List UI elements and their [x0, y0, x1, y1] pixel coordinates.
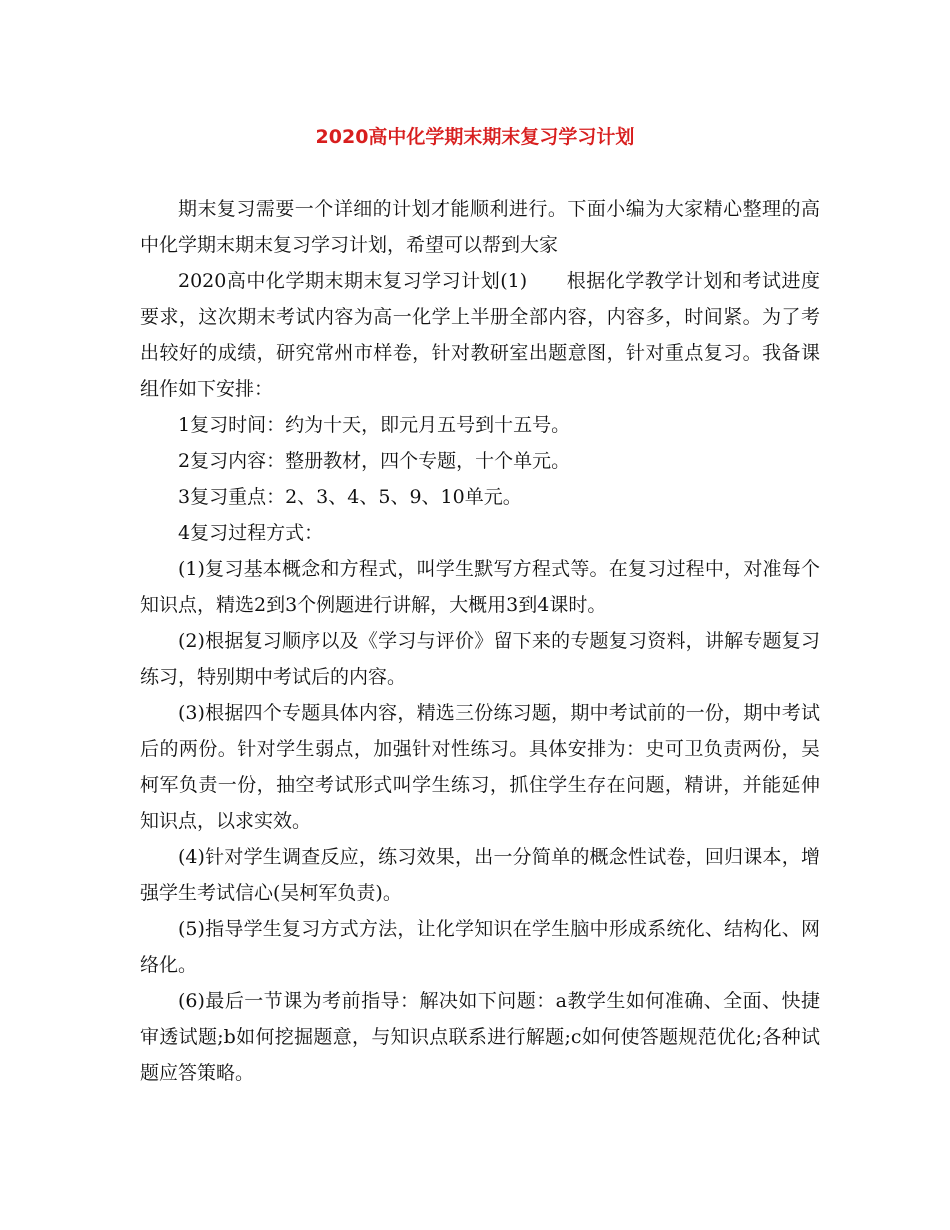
paragraph-item-5: (5)指导学生复习方式方法，让化学知识在学生脑中形成系统化、结构化、网络化。 [140, 918, 820, 976]
document-title: 2020高中化学期末期末复习学习计划 [315, 126, 635, 148]
paragraph-review-content: 2复习内容：整册教材，四个专题，十个单元。 [178, 450, 571, 472]
paragraph-review-time: 1复习时间：约为十天，即元月五号到十五号。 [178, 414, 571, 436]
paragraph-plan-overview: 2020高中化学期末期末复习学习计划(1) 根据化学教学计划和考试进度要求，这次期末考试内容为高一化学上半册全部内容，内容多，时间紧。为了考出较好的成绩，研究常州市样卷，针对教研室出题意图，针对重点复习。我备课组作如下安排： [140, 270, 820, 400]
paragraph-item-2: (2)根据复习顺序以及《学习与评价》留下来的专题复习资料，讲解专题复习练习，特别期中考试后的内容。 [140, 630, 820, 688]
paragraph-item-6: (6)最后一节课为考前指导：解决如下问题：a教学生如何准确、全面、快捷审透试题;b如何挖掘题意，与知识点联系进行解题;c如何使答题规范优化;各种试题应答策略。 [140, 990, 820, 1084]
document-body [140, 191, 820, 1091]
paragraph-intro: 期末复习需要一个详细的计划才能顺利进行。下面小编为大家精心整理的高中化学期末期末复习学习计划，希望可以帮到大家 [140, 198, 820, 256]
paragraph-item-4: (4)针对学生调查反应，练习效果，出一分简单的概念性试卷，回归课本，增强学生考试信心(吴柯军负责)。 [140, 846, 820, 904]
paragraph-item-3: (3)根据四个专题具体内容，精选三份练习题，期中考试前的一份，期中考试后的两份。针对学生弱点，加强针对性练习。具体安排为：史可卫负责两份，吴柯军负责一份，抽空考试形式叫学生练习，抓住学生存在问题，精讲，并能延伸知识点，以求实效。 [140, 702, 820, 832]
paragraph-review-focus: 3复习重点：2、3、4、5、9、10单元。 [178, 486, 522, 508]
paragraph-review-method: 4复习过程方式： [178, 522, 324, 544]
paragraph-item-1: (1)复习基本概念和方程式，叫学生默写方程式等。在复习过程中，对准每个知识点，精选2到3个例题进行讲解，大概用3到4课时。 [140, 558, 820, 616]
